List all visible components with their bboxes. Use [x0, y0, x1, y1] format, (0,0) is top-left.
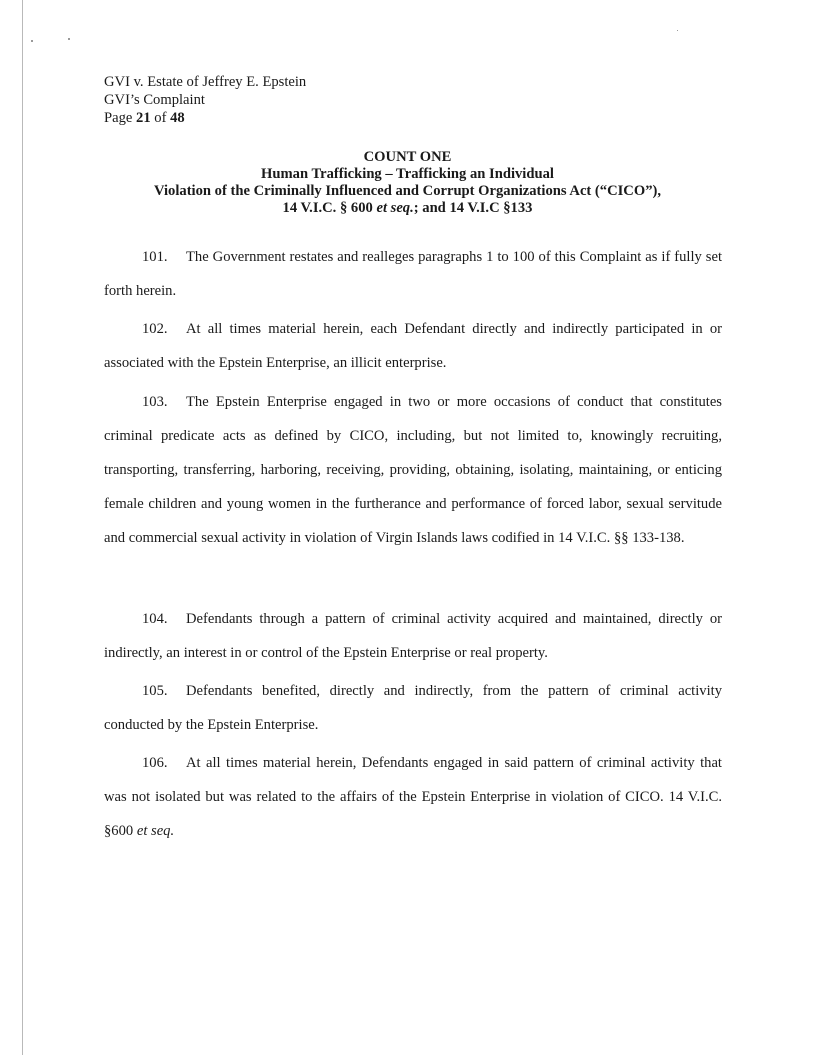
scan-speck — [68, 38, 70, 40]
paragraph-101 — [104, 240, 722, 308]
count-title: Human Trafficking – Trafficking an Individual — [261, 166, 554, 182]
paragraph-104 — [104, 602, 722, 670]
count-label: COUNT ONE — [363, 149, 452, 165]
paragraph-text: Defendants benefited, directly and indirectly, from the pattern of criminal activity conducted by the Epstein Enterprise. — [104, 683, 722, 733]
paragraph-number: 101. — [142, 249, 168, 265]
paragraph-text: At all times material herein, each Defendant directly and indirectly participated in or associated with the Epstein Enterprise, an illicit enterprise. — [104, 321, 722, 371]
case-caption — [104, 73, 306, 127]
paragraph-text: Defendants through a pattern of criminal activity acquired and maintained, directly or indirectly, an interest in or control of the Epstein Enterprise or real property. — [104, 611, 722, 661]
scan-edge-line — [22, 0, 23, 1055]
paragraph-103 — [104, 385, 722, 555]
caption-page-number: Page 21 of 48 — [104, 110, 185, 126]
paragraph-106 — [104, 746, 722, 848]
paragraph-text: At all times material herein, Defendants engaged in said pattern of criminal activity that was not isolated but was related to the affairs of the Epstein Enterprise in violation of CICO. 14 V.I.C. §600 — [104, 755, 722, 839]
paragraph-number: 104. — [142, 611, 168, 627]
count-citation: 14 V.I.C. § 600 et seq.; and 14 V.I.C §133 — [282, 200, 533, 216]
paragraph-number: 102. — [142, 321, 168, 337]
paragraph-number: 103. — [142, 394, 168, 410]
paragraph-text: The Epstein Enterprise engaged in two or more occasions of conduct that constitutes criminal predicate acts as defined by CICO, including, but not limited to, knowingly recruiting, transporting, transferring, harboring, receiving, providing, obtaining, isolating, maintaining, or enticing female children and young women in the furtherance and performance of forced labor, sexual servitude and commercial sexual activity in violation of Virgin Islands laws codified in 14 V.I.C. §§ 133-138. — [104, 394, 722, 546]
paragraph-text: The Government restates and realleges paragraphs 1 to 100 of this Complaint as if fully set forth herein. — [104, 249, 722, 299]
count-violation: Violation of the Criminally Influenced and Corrupt Organizations Act (“CICO”), — [154, 183, 661, 199]
caption-case-name: GVI v. Estate of Jeffrey E. Epstein — [104, 74, 307, 90]
paragraph-italic-text: et seq. — [136, 823, 175, 839]
caption-document-title: GVI’s Complaint — [104, 92, 205, 108]
paragraph-102 — [104, 312, 722, 380]
paragraph-number: 105. — [142, 683, 168, 699]
scan-speck — [31, 40, 33, 42]
paragraph-number: 106. — [142, 755, 168, 771]
scan-speck — [677, 30, 678, 31]
count-heading — [90, 149, 725, 217]
paragraph-105 — [104, 674, 722, 742]
